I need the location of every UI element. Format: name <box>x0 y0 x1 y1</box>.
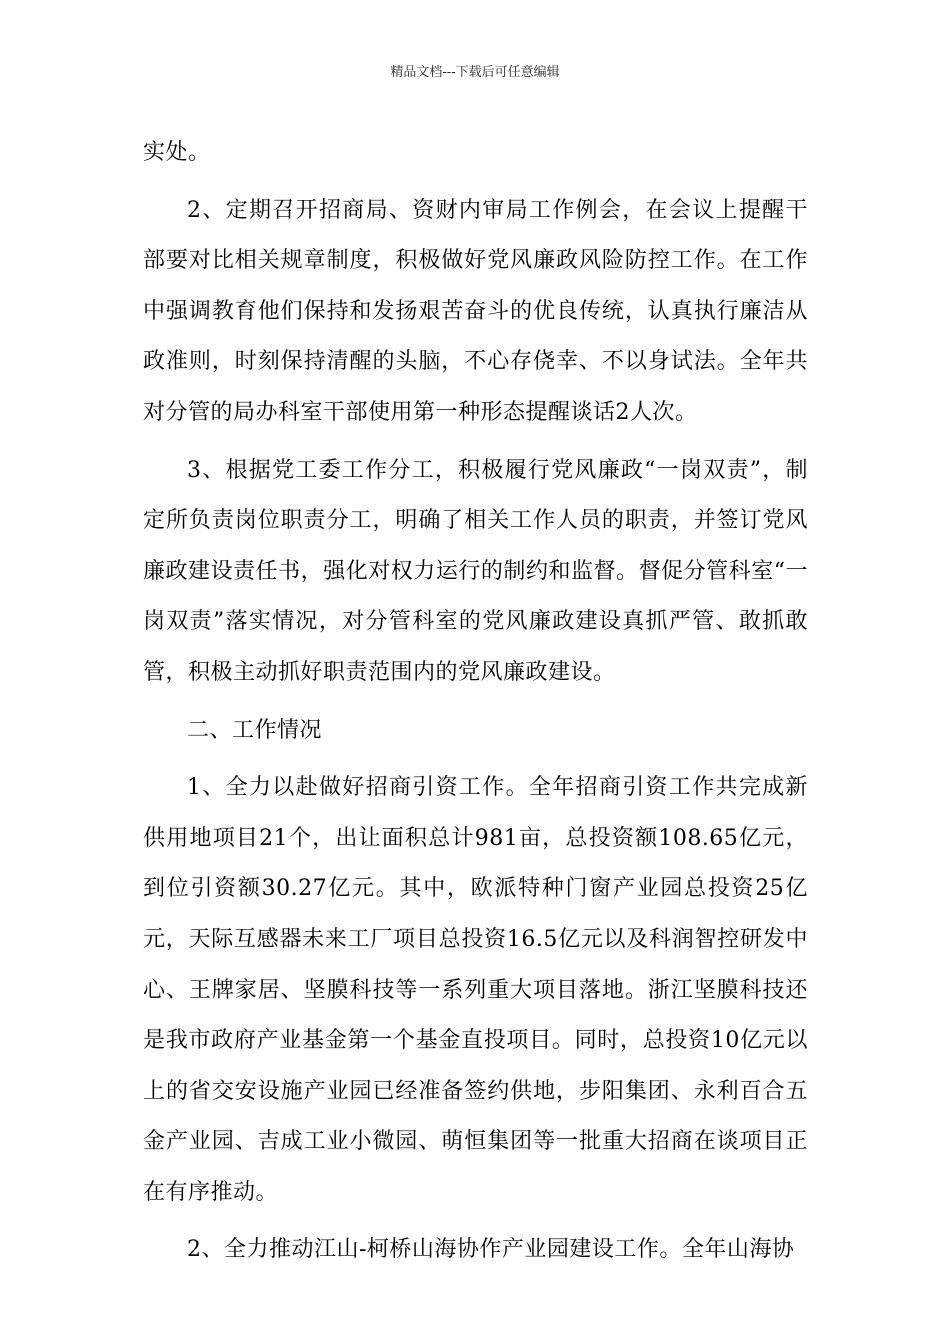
page-header: 精品文档---下载后可任意编辑 <box>390 65 560 80</box>
paragraph-industrial-park: 2、全力推动江山-柯桥山海协作产业园建设工作。全年山海协 <box>187 1237 795 1263</box>
paragraph-item-2: 2、定期召开招商局、资财内审局工作例会，在会议上提醒干部要对比相关规章制度，积极做好党风廉政风险防控工作。在工作中强调教育他们保持和发扬艰苦奋斗的优良传统，认真执行廉洁从政准则，时刻保持清醒的头脑，不心存侥幸、不以身试法。全年共对分管的局办科室干部使用第一种形态提醒谈话2人次。 <box>143 197 808 425</box>
paragraph-continuation: 实处。 <box>143 140 211 165</box>
section-heading-work-status: 二、工作情况 <box>187 717 323 743</box>
paragraph-item-3: 3、根据党工委工作分工，积极履行党风廉政“一岗双责”，制定所负责岗位职责分工，明确了相关工作人员的职责，并签订党风廉政建设责任书，强化对权力运行的制约和监督。督促分管科室“一岗双责”落实情况，对分管科室的党风廉政建设真抓严管、敢抓敢管，积极主动抓好职责范围内的党风廉政建设。 <box>143 457 808 685</box>
paragraph-investment: 1、全力以赴做好招商引资工作。全年招商引资工作共完成新供用地项目21个，出让面积总计981亩，总投资额108.65亿元，到位引资额30.27亿元。其中，欧派特种门窗产业园总投资25亿元，天际互感器未来工厂项目总投资16.5亿元以及科润智控研发中心、王牌家居、坚膜科技等一系列重大项目落地。浙江坚膜科技还是我市政府产业基金第一个基金直投项目。同时，总投资10亿元以上的省交安设施产业园已经准备签约供地，步阳集团、永利百合五金产业园、吉成工业小微园、萌恒集团等一批重大招商在谈项目正在有序推动。 <box>143 775 808 1205</box>
document-body <box>143 128 808 1283</box>
